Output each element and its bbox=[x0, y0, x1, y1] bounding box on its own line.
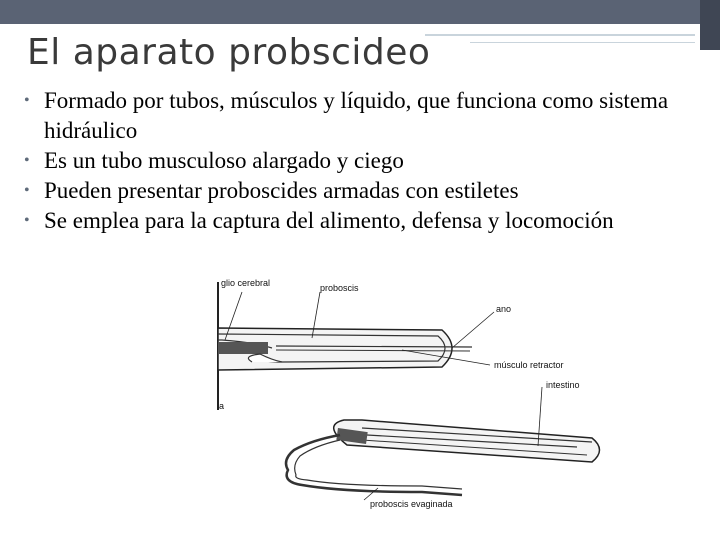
bullet-item bbox=[24, 86, 704, 146]
label-intestino: intestino bbox=[546, 380, 580, 390]
label-ano: ano bbox=[496, 304, 512, 314]
bullet-text: Pueden presentar proboscides armadas con estiletes bbox=[44, 178, 519, 203]
bullet-item bbox=[24, 146, 704, 176]
everted-worm-figure bbox=[286, 420, 600, 495]
header-accent-block bbox=[700, 0, 720, 50]
header-bar bbox=[0, 0, 720, 24]
label-a: a bbox=[219, 401, 225, 411]
bullet-text: Es un tubo musculoso alargado y ciego bbox=[44, 148, 404, 173]
label-proboscis-evaginada: proboscis evaginada bbox=[370, 499, 453, 509]
bullet-marker: • bbox=[24, 182, 30, 199]
label-ganglio: glio cerebral bbox=[221, 278, 271, 288]
decorative-line bbox=[425, 34, 695, 36]
bullet-text: Formado por tubos, músculos y líquido, que funciona como sistema hidráulico bbox=[44, 88, 669, 143]
proboscis-diagram bbox=[212, 270, 632, 540]
bullet-text: Se emplea para la captura del alimento, defensa y locomoción bbox=[44, 208, 614, 233]
label-musculo-retractor: músculo retractor bbox=[494, 360, 564, 370]
bullet-list bbox=[24, 86, 704, 236]
bullet-marker: • bbox=[24, 212, 30, 229]
bullet-item bbox=[24, 206, 704, 236]
label-proboscis: proboscis bbox=[320, 283, 359, 293]
bullet-marker: • bbox=[24, 152, 30, 169]
bullet-marker: • bbox=[24, 92, 30, 109]
decorative-line bbox=[470, 42, 695, 43]
proboscis-muscle bbox=[218, 342, 268, 354]
label-pointer bbox=[452, 312, 494, 348]
bullet-item bbox=[24, 176, 704, 206]
slide-title: El aparato probscideo bbox=[27, 32, 431, 73]
retracted-worm-figure bbox=[218, 328, 472, 370]
